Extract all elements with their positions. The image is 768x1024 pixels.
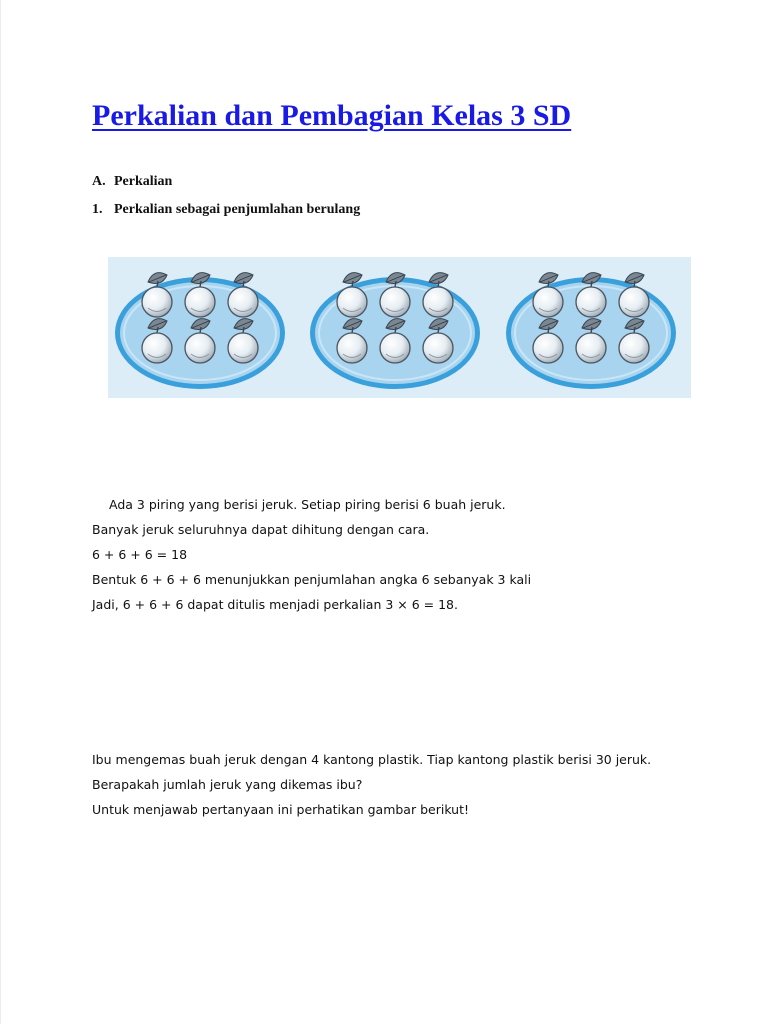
- fruit-body: [533, 333, 563, 363]
- paragraph-1-line-2: Banyak jeruk seluruhnya dapat dihitung dengan cara.: [92, 522, 430, 537]
- orange-with-leaf-icon: [228, 273, 258, 317]
- fruit-body: [185, 287, 215, 317]
- plate-2: [310, 273, 480, 389]
- stem: [200, 327, 201, 333]
- fruit-body: [228, 333, 258, 363]
- stem: [438, 281, 439, 287]
- subsection-1-label: Perkalian sebagai penjumlahan berulang: [114, 202, 361, 217]
- orange-with-leaf-icon: [619, 273, 649, 317]
- paragraph-1-line-3: 6 + 6 + 6 = 18: [92, 547, 188, 562]
- stem: [243, 281, 244, 287]
- stem: [200, 281, 201, 287]
- orange-with-leaf-icon: [533, 273, 563, 317]
- fruit-body: [337, 287, 367, 317]
- stem: [352, 327, 353, 333]
- oranges-on-plates-figure: [108, 257, 691, 398]
- stem: [438, 327, 439, 333]
- paragraph-2-line-2: Berapakah jumlah jeruk yang dikemas ibu?: [92, 777, 363, 792]
- fruit-body: [423, 287, 453, 317]
- fruit-body: [533, 287, 563, 317]
- section-a-marker: A.: [92, 174, 106, 189]
- section-heading-a: [92, 173, 172, 191]
- stem: [395, 281, 396, 287]
- fruit-body: [619, 287, 649, 317]
- stem: [395, 327, 396, 333]
- paragraph-1-line-4: Bentuk 6 + 6 + 6 menunjukkan penjumlahan angka 6 sebanyak 3 kali: [92, 572, 532, 587]
- plates-illustration: [108, 257, 691, 398]
- paragraph-1-line-5: Jadi, 6 + 6 + 6 dapat ditulis menjadi perkalian 3 × 6 = 18.: [92, 597, 458, 612]
- fruit-body: [576, 333, 606, 363]
- stem: [352, 281, 353, 287]
- fruit-body: [228, 287, 258, 317]
- stem: [634, 327, 635, 333]
- paragraph-1-line-1: Ada 3 piring yang berisi jeruk. Setiap piring berisi 6 buah jeruk.: [109, 497, 506, 512]
- plate-3: [506, 273, 676, 389]
- page-title-link[interactable]: Perkalian dan Pembagian Kelas 3 SD: [92, 99, 572, 132]
- stem: [243, 327, 244, 333]
- stem: [157, 281, 158, 287]
- fruit-body: [576, 287, 606, 317]
- fruit-body: [380, 287, 410, 317]
- plate-1: [115, 273, 285, 389]
- stem: [157, 327, 158, 333]
- stem: [548, 327, 549, 333]
- stem: [591, 327, 592, 333]
- subsection-1-marker: 1.: [92, 202, 103, 217]
- orange-with-leaf-icon: [142, 273, 172, 317]
- subsection-heading-1: [92, 201, 360, 219]
- fruit-body: [185, 333, 215, 363]
- fruit-body: [619, 333, 649, 363]
- fruit-body: [423, 333, 453, 363]
- section-a-label: Perkalian: [114, 174, 173, 189]
- orange-with-leaf-icon: [337, 273, 367, 317]
- fruit-body: [380, 333, 410, 363]
- fruit-body: [142, 333, 172, 363]
- stem: [548, 281, 549, 287]
- paragraph-2-line-3: Untuk menjawab pertanyaan ini perhatikan gambar berikut!: [92, 802, 470, 817]
- paragraph-2-line-1: Ibu mengemas buah jeruk dengan 4 kantong plastik. Tiap kantong plastik berisi 30 jeruk.: [92, 752, 652, 767]
- stem: [591, 281, 592, 287]
- orange-with-leaf-icon: [423, 273, 453, 317]
- stem: [634, 281, 635, 287]
- fruit-body: [337, 333, 367, 363]
- fruit-body: [142, 287, 172, 317]
